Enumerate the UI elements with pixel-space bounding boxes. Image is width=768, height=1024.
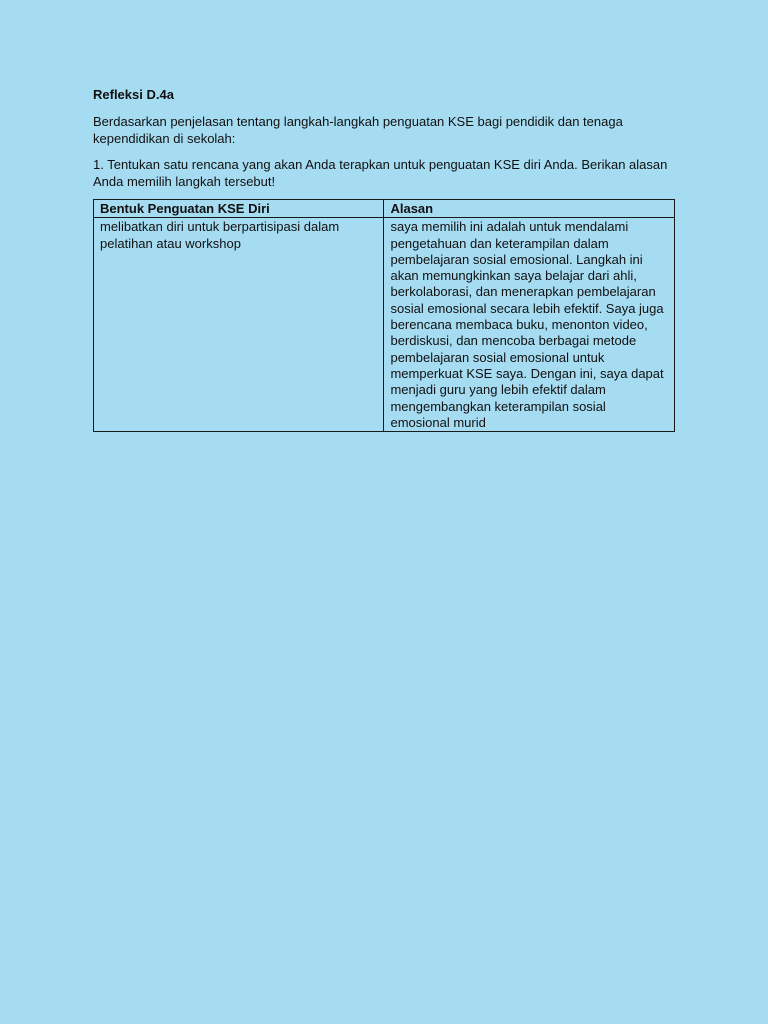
question-paragraph: 1. Tentukan satu rencana yang akan Anda terapkan untuk penguatan KSE diri Anda. Berikan alasan Anda memilih langkah tersebut!	[93, 157, 668, 189]
document-page	[93, 86, 683, 432]
kse-table	[93, 199, 675, 432]
header-bentuk-penguatan: Bentuk Penguatan KSE Diri	[94, 200, 384, 218]
cell-alasan: saya memilih ini adalah untuk mendalami pengetahuan dan keterampilan dalam pembelajaran sosial emosional. Langkah ini akan memungkinkan saya belajar dari ahli, berkolaborasi, dan menerapkan pembelajaran sosial emosional secara lebih efektif. Saya juga berencana membaca buku, menonton video, berdiskusi, dan mencoba berbagai metode pembelajaran sosial emosional untuk memperkuat KSE saya. Dengan ini, saya dapat menjadi guru yang lebih efektif dalam mengembangkan keterampilan sosial emosional murid	[384, 218, 675, 432]
table-header-row	[94, 200, 675, 218]
intro-paragraph: Berdasarkan penjelasan tentang langkah-langkah penguatan KSE bagi pendidik dan tenaga kependidikan di sekolah:	[93, 114, 623, 146]
document-title: Refleksi D.4a	[93, 87, 174, 102]
cell-bentuk-penguatan: melibatkan diri untuk berpartisipasi dalam pelatihan atau workshop	[94, 218, 384, 432]
header-alasan: Alasan	[384, 200, 675, 218]
table-row	[94, 218, 675, 432]
